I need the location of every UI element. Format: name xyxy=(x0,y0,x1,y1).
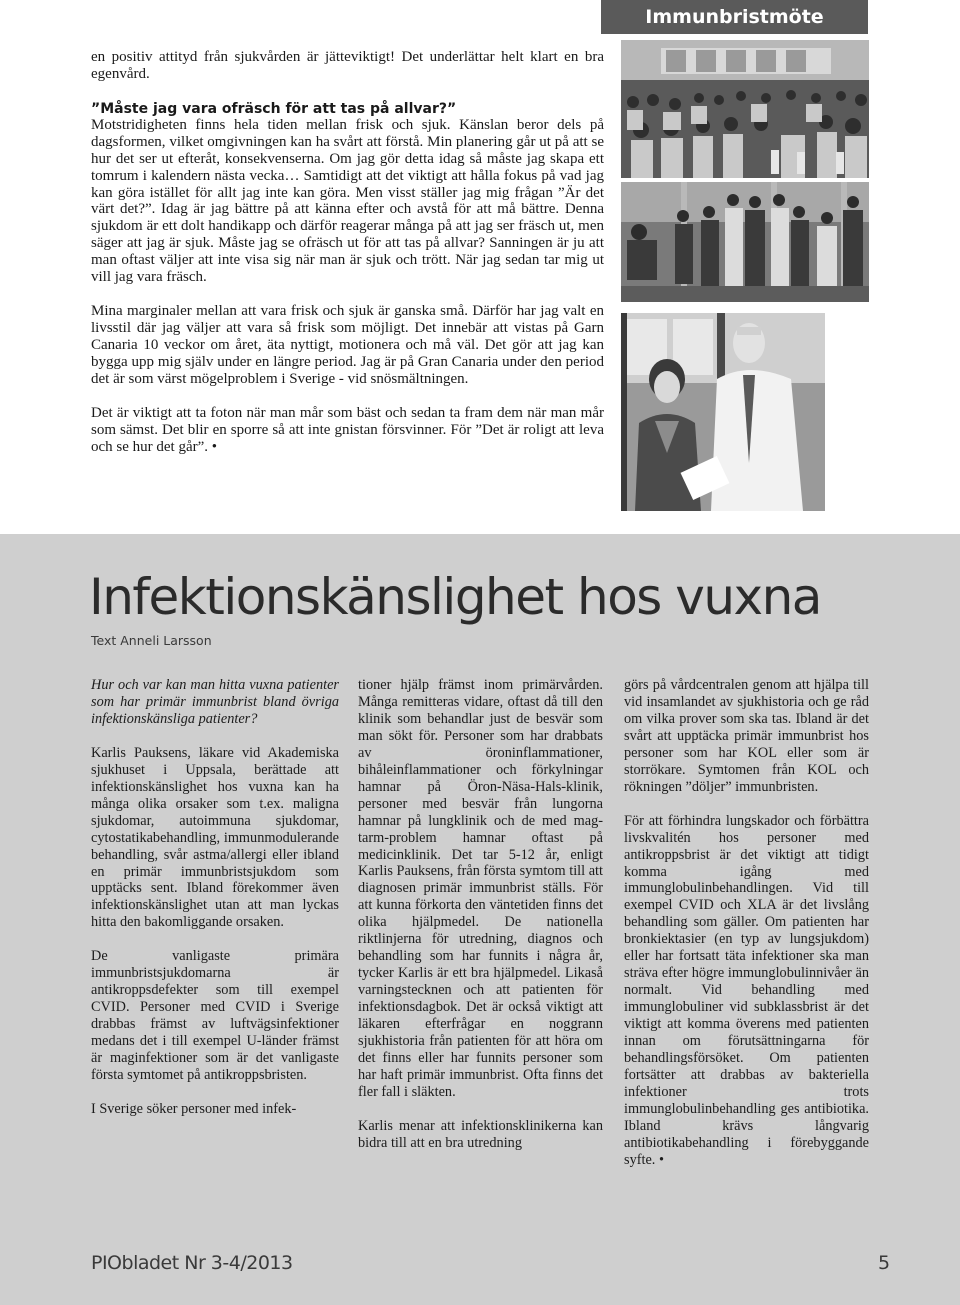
article-title: Infektionskänslighet hos vuxna xyxy=(89,568,821,626)
article-lead: Hur och var kan man hitta vuxna patienter som har primär immunbrist bland övriga infektionskänsliga patienter? xyxy=(91,677,339,727)
group-standing-photo xyxy=(621,182,869,302)
article-paragraph: De vanligaste primära immunbristsjukdomarna är antikroppsdefekter som till exempel CVID. Personer med CVID i Sverige drabbas främst av luftvägsinfektioner medans det i till exempel U-länder främst är maginfektioner som är det vanligaste första symtomet på antikroppsbristen. xyxy=(91,948,339,1084)
article-column-1 xyxy=(91,677,339,1135)
article-byline: Text Anneli Larsson xyxy=(91,633,212,648)
article-paragraph: För att förhindra lungskador och förbättra livskvalitén hos personer med antikroppsbrist är det viktigt att tidigt komma igång med immunglobulinbehandlingen. Vid till exempel CVID och XLA är det livslång behandling som gäller. Om patienten har bronkiektasier (en typ av lungsjukdom) eller har fortsatt täta infektioner ska man sträva efter högre immunglobulinnivåer än normalt. Vid behandling med immunglobuliner vid subklassbrist är det viktigt att komma överens med patienten innan om förutsättningarna för behandlingsförsöket. Om patienten fortsätter att drabbas av bakteriella infektioner trots immunglobulinbehandling ges antibiotika. Ibland krävs långvarig antibiotikabehandling i förebyggande syfte. • xyxy=(624,812,869,1168)
article-paragraph: tioner hjälp främst inom primärvården. Många remitteras vidare, oftast då till den klinik som behandlar just de besvär som man sökt för. Personer som har drabbats av öroninflammationer, bihåleinflammationer och förkylningar hamnar på Öron-Näsa-Hals-klinik, personer med besvär från lungorna hamnar på lungklinik och de med mag-tarm-problem hamnar oftast på medicinklinik. Det tar 5-12 år, enligt Karlis Pauksens, från första symtom till att diagnosen primär immunbrist ställs. För att kunna förkorta den väntetiden finns det olika hjälpmedel. De nationella riktlinjerna för utredning, diagnos och behandling som har funnits i några år, tycker Karlis är ett bra hjälpmedel. Likaså varningstecknen och att patienten för infektionsdagbok. Det är också viktigt att läkaren efterfrågar en noggrann sjukhistoria från patienten för att höra om det finns eller har funnits personer som har haft primär immunbrist. Ofta finns det fler fall i släkten. xyxy=(358,677,603,1100)
article-paragraph: I Sverige söker personer med infek- xyxy=(91,1100,297,1117)
top-paragraph-4: Det är viktigt att ta foton när man mår som bäst och sedan ta fram dem när man mår som sämst. Det blir en sporre så att inte gnistan försvinner. För ”Det är roligt att leva och se hur det går”. • xyxy=(91,405,604,455)
top-paragraph-3: Mina marginaler mellan att vara frisk och sjuk är ganska små. Därför har jag valt en livsstil där jag väljer att vara så frisk som möjligt. Det innebär att vistas på Garn Canaria 10 veckor om året, äta nyttigt, motionera och må väl. Det gör att jag kan bygga upp mig själv under en längre period. Jag är på Gran Canaria under den period det är som värst mögelproblem i Sverige - vid snösmältningen. xyxy=(91,303,604,387)
article-paragraph: görs på vårdcentralen genom att hjälpa till vid insamlandet av sjukhistoria och ge råd om vilka prover som ska tas. Ibland är det svårt att upptäcka primär immunbrist hos personer som har KOL eller som är storrökare. Symtomen från KOL och rökningen ”döljer” immunbristen. xyxy=(624,677,869,795)
section-tag: Immunbristmöte xyxy=(601,0,868,34)
page-number: 5 xyxy=(878,1252,891,1274)
publication-footer: PIObladet Nr 3-4/2013 xyxy=(91,1252,293,1274)
two-people-talking-photo xyxy=(621,313,825,511)
top-article-column xyxy=(91,49,604,474)
article-column-3 xyxy=(624,677,869,1186)
top-subheading: ”Måste jag vara ofräsch för att tas på allvar?” xyxy=(91,100,457,117)
article-paragraph: Karlis menar att infektionsklinikerna kan bidra till att en bra utredning xyxy=(358,1117,603,1151)
top-paragraph-1: en positiv attityd från sjukvården är jätteviktigt! Det underlättar helt klart en bra egenvård. xyxy=(91,49,604,82)
article-column-2 xyxy=(358,677,603,1169)
top-paragraph-2: Motstridigheten finns hela tiden mellan frisk och sjuk. Känslan beror dels på dagsformen, vilket omgivningen kan ha svårt att förstå. Min planering går ut på att se hur det ser ut efteråt, konsekvenserna. Om jag gör detta idag så måste jag skapa ett tomrum i kalendern nästa vecka… Samtidigt att det viktigt att hålla fokus på vad jag kan göra istället för allt jag inte kan göra. Men visst ställer jag mig frågan ”Är det värt det?”. Idag är jag bättre på att känna efter och avstå för att må bättre. Denna sjukdom är ett dolt handikapp och därför reagerar många på att jag ser fräsch ut, men säger att jag är sjuk. Måste jag se ofräsch ut för att tas på allvar? Sanningen är ju att man oftast väljer att inte visa sig när man är sjuk och trött. När jag sedan tar mig ut vill jag vara fräsch. xyxy=(91,117,604,285)
article-paragraph: Karlis Pauksens, läkare vid Akademiska sjukhuset i Uppsala, berättade att infektionskänslighet hos vuxna kan ha många olika orsaker som t.ex. maligna sjukdomar, autoimmuna sjukdomar, cytostatikabehandling, immunmodulerande behandling, svår astma/allergi eller ibland en primär immunbristsjukdom som upptäcks sent. Ibland förekommer även infektionskänslighet utan att man lyckas hitta den bakomliggande orsaken. xyxy=(91,744,339,931)
conference-audience-photo xyxy=(621,40,869,178)
